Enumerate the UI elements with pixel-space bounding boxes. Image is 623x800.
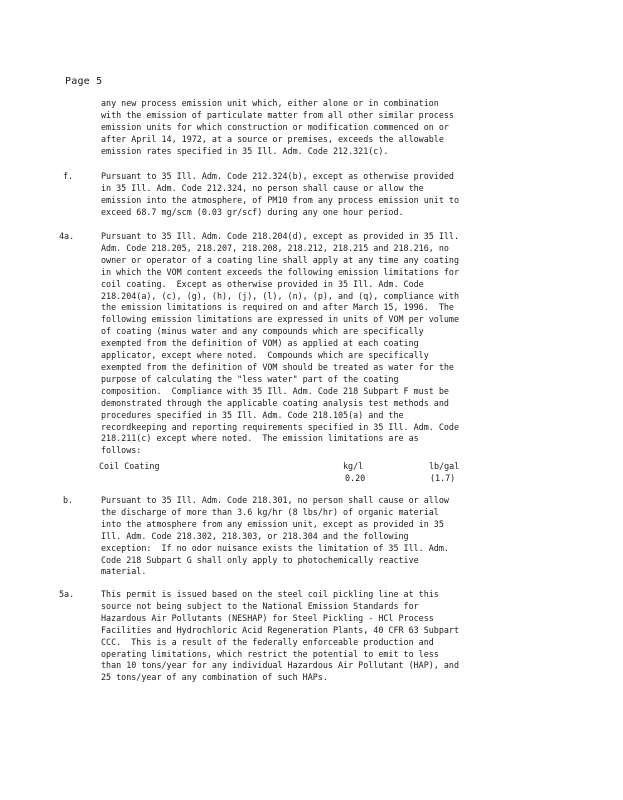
text-line: exceed 68.7 mg/scm (0.03 gr/scf) during any one hour period. (101, 206, 404, 217)
text-line: in which the VOM content exceeds the following emission limitations for (101, 266, 459, 277)
table-cell-kg-l-value: 0.20 (345, 473, 366, 483)
text-line: the discharge of more than 3.6 kg/hr (8 lbs/hr) of organic material (101, 506, 439, 517)
text-line: demonstrated through the applicable coating analysis test methods and (101, 397, 449, 408)
text-line: coil coating. Except as otherwise provided in 35 Ill. Adm. Code (101, 278, 424, 289)
text-line: after April 14, 1972, at a source or premises, exceeds the allowable (101, 133, 444, 144)
text-line: 25 tons/year of any combination of such HAPs. (101, 672, 328, 683)
text-line: the emission limitations is required on and after March 15, 1996. The (101, 302, 454, 313)
paragraph-5a (101, 589, 531, 684)
text-line: applicator, except where noted. Compounds which are specifically (101, 350, 429, 361)
text-line: emission into the atmosphere, of PM10 from any process emission unit to (101, 194, 459, 205)
paragraph-b (101, 495, 531, 578)
text-line: Code 218 Subpart G shall only apply to photochemically reactive (101, 554, 419, 565)
text-line: procedures specified in 35 Ill. Adm. Code 218.105(a) and the (101, 409, 404, 420)
table-cell-lb-gal-value: (1.7) (430, 473, 456, 483)
text-line: any new process emission unit which, either alone or in combination (101, 98, 439, 108)
text-line: This permit is issued based on the steel coil pickling line at this (101, 589, 439, 599)
text-line: following emission limitations are expressed in units of VOM per volume (101, 314, 459, 325)
text-line: owner or operator of a coating line shall apply at any time any coating (101, 254, 459, 265)
paragraph-4a (101, 231, 531, 457)
text-line: Hazardous Air Pollutants (NESHAP) for Steel Pickling - HCl Process (101, 612, 434, 623)
item-label-4a: 4a. (59, 231, 75, 241)
text-line: in 35 Ill. Adm. Code 212.324, no person shall cause or allow the (101, 182, 424, 193)
text-line: Adm. Code 218.205, 218.207, 218.208, 218.212, 218.215 and 218.216, no (101, 242, 449, 253)
text-line: than 10 tons/year for any individual Hazardous Air Pollutant (HAP), and (101, 660, 459, 671)
paragraph-f (101, 171, 531, 219)
text-line: exception: If no odor nuisance exists the limitation of 35 Ill. Adm. (101, 542, 449, 553)
text-line: Ill. Adm. Code 218.302, 218.303, or 218.304 and the following (101, 530, 409, 541)
text-line: CCC. This is a result of the federally enforceable production and (101, 636, 434, 647)
text-line: Pursuant to 35 Ill. Adm. Code 218.204(d), except as provided in 35 Ill. (101, 231, 459, 241)
text-line: exempted from the definition of VOM) as applied at each coating (101, 338, 419, 349)
text-line: purpose of calculating the "less water" part of the coating (101, 373, 399, 384)
text-line: Facilities and Hydrochloric Acid Regeneration Plants, 40 CFR 63 Subpart (101, 624, 459, 635)
item-label-b: b. (63, 495, 74, 505)
text-line: Pursuant to 35 Ill. Adm. Code 212.324(b), except as otherwise provided (101, 171, 454, 181)
table-header-lb-gal: lb/gal (429, 461, 460, 471)
text-line: of coating (minus water and any compounds which are specifically (101, 326, 424, 337)
text-line: into the atmosphere from any emission unit, except as provided in 35 (101, 518, 444, 529)
text-line: source not being subject to the National Emission Standards for (101, 600, 419, 611)
table-header-kg-l: kg/l (343, 461, 364, 471)
text-line: exempted from the definition of VOM should be treated as water for the (101, 361, 454, 372)
text-line: 218.211(c) except where noted. The emission limitations are as (101, 433, 419, 444)
table-cell-coil-coating: Coil Coating (99, 461, 160, 471)
text-line: operating limitations, which restrict the potential to emit to less (101, 648, 439, 659)
text-line: recordkeeping and reporting requirements specified in 35 Ill. Adm. Code (101, 421, 459, 432)
item-label-f: f. (63, 171, 74, 181)
page-number: Page 5 (65, 76, 103, 87)
text-line: 218.204(a), (c), (g), (h), (j), (l), (n), (p), and (q), compliance with (101, 290, 459, 301)
text-line: emission units for which construction or modification commenced on or (101, 121, 449, 132)
text-line: composition. Compliance with 35 Ill. Adm. Code 218 Subpart F must be (101, 385, 449, 396)
text-line: follows: (101, 445, 142, 456)
paragraph-continuation (101, 98, 531, 158)
text-line: emission rates specified in 35 Ill. Adm. Code 212.321(c). (101, 145, 389, 156)
item-label-5a: 5a. (59, 589, 75, 599)
text-line: with the emission of particulate matter from all other similar process (101, 109, 454, 120)
text-line: Pursuant to 35 Ill. Adm. Code 218.301, no person shall cause or allow (101, 495, 449, 505)
text-line: material. (101, 566, 147, 577)
